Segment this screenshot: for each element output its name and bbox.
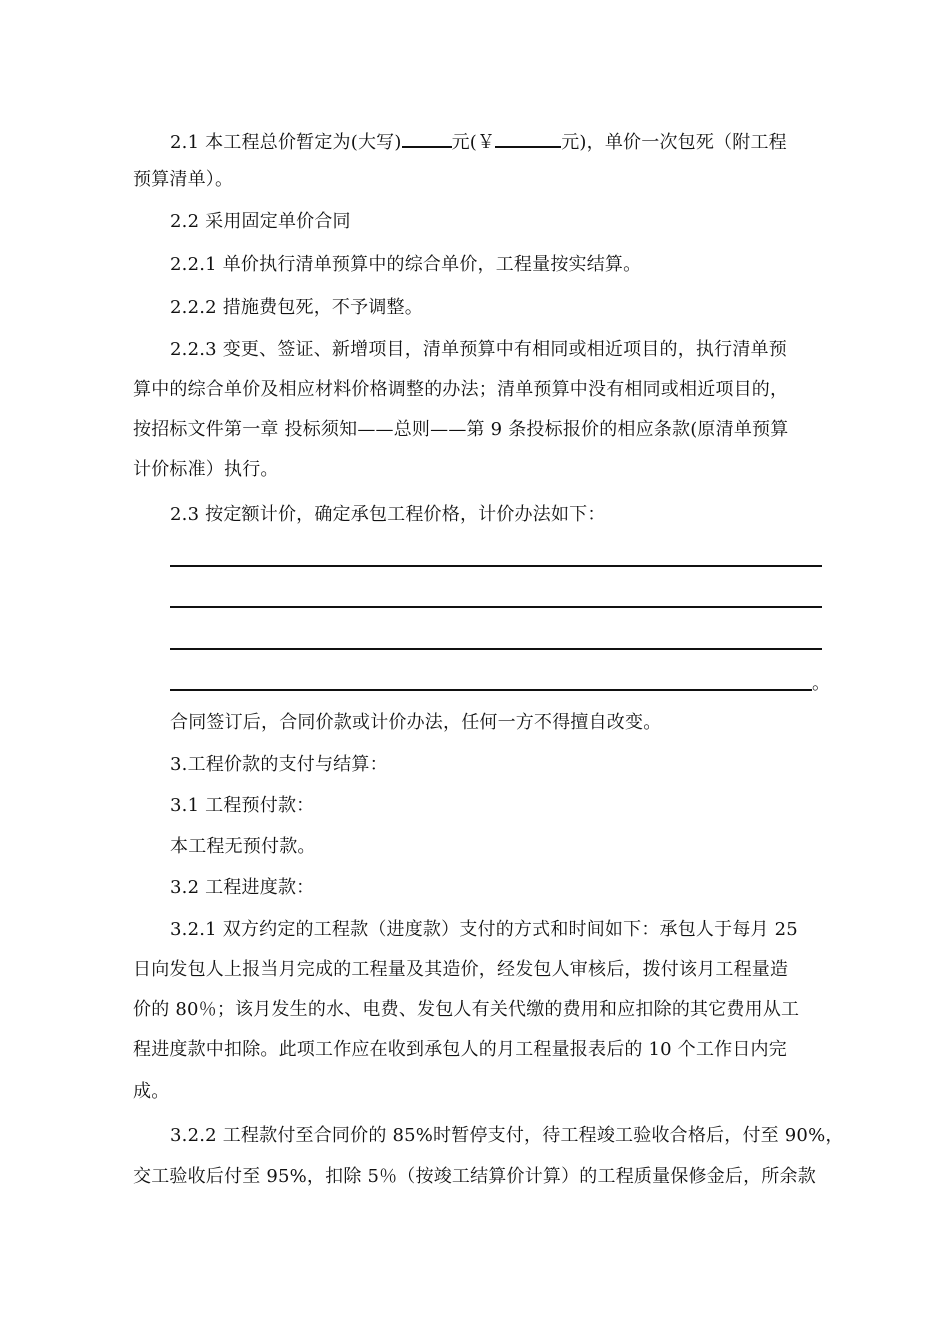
clause-2-2-3-line-4: 计价标准）执行。 [133,459,279,480]
clause-3-1: 3.1 工程预付款： [170,795,315,816]
clause-2-1-text-c: 元)，单价一次包死（附工程 [561,132,787,153]
contract-note: 合同签订后，合同价款或计价办法，任何一方不得擅自改变。 [170,712,662,733]
clause-3-2-2-line-1: 3.2.2 工程款付至合同价的 85%时暂停支付，待工程竣工验收合格后，付至 90%， [170,1125,844,1146]
clause-2-2-3-line-3: 按招标文件第一章 投标须知——总则——第 9 条投标报价的相应条款(原清单预算 [133,419,789,440]
clause-3-2-1-line-2: 日向发包人上报当月完成的工程量及其造价，经发包人审核后，拨付该月工程量造 [133,959,789,980]
clause-3-2-1-line-4: 程进度款中扣除。此项工作应在收到承包人的月工程量报表后的 10 个工作日内完 [133,1039,787,1060]
clause-2-2: 2.2 采用固定单价合同 [170,211,351,232]
clause-2-3: 2.3 按定额计价，确定承包工程价格，计价办法如下： [170,504,606,525]
clause-2-2-3-line-1: 2.2.3 变更、签证、新增项目，清单预算中有相同或相近项目的，执行清单预 [170,339,787,360]
fill-in-line-1 [170,565,822,567]
clause-2-2-3-line-2: 算中的综合单价及相应材料价格调整的办法；清单预算中没有相同或相近项目的， [133,379,789,400]
clause-2-1-line-1 [170,128,830,155]
clause-2-1-text-b: 元(￥ [451,132,496,153]
clause-3-1-text: 本工程无预付款。 [170,836,316,857]
clause-3-2-2-line-2: 交工验收后付至 95%，扣除 5％（按竣工结算价计算）的工程质量保修金后，所余款 [133,1166,816,1187]
clause-3-2-1-line-5: 成。 [133,1081,170,1102]
fill-in-line-2 [170,606,822,608]
clause-3-2: 3.2 工程进度款： [170,877,315,898]
clause-2-1-text-a: 2.1 本工程总价暂定为(大写) [170,132,402,153]
section-3-heading: 3.工程价款的支付与结算： [170,754,388,775]
fill-in-line-4 [170,689,812,691]
fill-in-period: 。 [812,673,830,694]
clause-3-2-1-line-3: 价的 80％；该月发生的水、电费、发包人有关代缴的费用和应扣除的其它费用从工 [133,999,800,1020]
amount-words-blank [402,128,452,148]
clause-3-2-1-line-1: 3.2.1 双方约定的工程款（进度款）支付的方式和时间如下：承包人于每月 25 [170,919,798,940]
clause-2-1-line-2: 预算清单）。 [133,169,234,190]
fill-in-line-3 [170,648,822,650]
amount-figures-blank [495,128,561,148]
clause-2-2-2: 2.2.2 措施费包死，不予调整。 [170,297,423,318]
clause-2-2-1: 2.2.1 单价执行清单预算中的综合单价，工程量按实结算。 [170,254,642,275]
